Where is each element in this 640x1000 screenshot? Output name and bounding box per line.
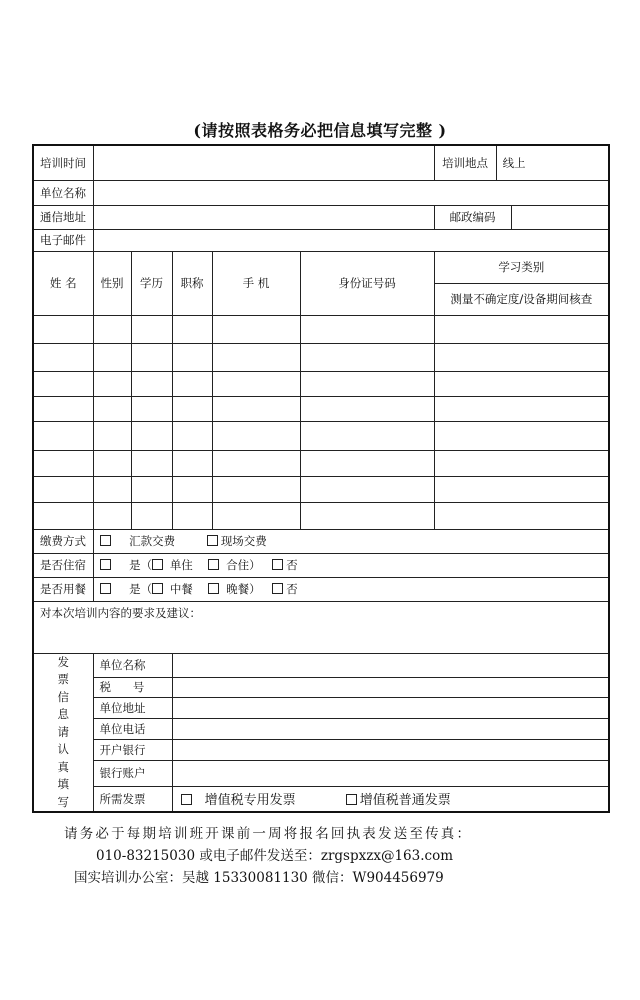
lodging-yes-checkbox[interactable]: [100, 559, 111, 570]
cell[interactable]: [131, 450, 172, 476]
invoice-unit-name-row: [33, 653, 609, 677]
col-header-gender: 性别: [93, 251, 131, 315]
table-row: [33, 315, 609, 343]
invoice-type-row: [33, 786, 609, 812]
cell[interactable]: [33, 371, 93, 396]
address-field[interactable]: [93, 205, 434, 229]
vat-normal-checkbox[interactable]: [346, 794, 357, 805]
footer-line-3: 国实培训办公室：吴越 15330081130 微信：W904456979: [74, 870, 444, 886]
col-header-name: 姓 名: [33, 251, 93, 315]
cell[interactable]: [131, 396, 172, 421]
lodging-yes-label: 是（: [129, 558, 153, 572]
training-place-label: 培训地点: [434, 145, 496, 180]
invoice-phone-label: 单位电话: [93, 718, 172, 739]
table-row: [33, 450, 609, 476]
cell[interactable]: [434, 450, 609, 476]
unit-name-row: [33, 180, 609, 205]
meal-dinner-checkbox[interactable]: [208, 583, 219, 594]
cell[interactable]: [172, 371, 212, 396]
cell[interactable]: [172, 343, 212, 371]
footer-line-1: 请务必于每期培训班开课前一周将报名回执表发送至传真：: [64, 826, 473, 842]
cell[interactable]: [300, 476, 434, 502]
unit-name-field[interactable]: [93, 180, 609, 205]
cell[interactable]: [172, 396, 212, 421]
meal-lunch-checkbox[interactable]: [152, 583, 163, 594]
meal-row: [33, 577, 609, 601]
cell[interactable]: [172, 450, 212, 476]
email-label: 电子邮件: [33, 229, 93, 251]
cell[interactable]: [434, 421, 609, 450]
cell[interactable]: [172, 476, 212, 502]
cell[interactable]: [212, 396, 300, 421]
invoice-type-label: 所需发票: [93, 786, 172, 812]
training-time-field[interactable]: [93, 145, 434, 180]
cell[interactable]: [212, 315, 300, 343]
cell[interactable]: [93, 476, 131, 502]
cell[interactable]: [131, 371, 172, 396]
cell[interactable]: [33, 502, 93, 529]
invoice-bank-label: 开户银行: [93, 739, 172, 760]
cell[interactable]: [300, 421, 434, 450]
cell[interactable]: [33, 476, 93, 502]
invoice-address-row: [33, 697, 609, 718]
col-header-category-sub: 测量不确定度/设备期间核查: [434, 283, 609, 315]
cell[interactable]: [172, 421, 212, 450]
lodging-no-checkbox[interactable]: [272, 559, 283, 570]
address-label: 通信地址: [33, 205, 93, 229]
email-row: [33, 229, 609, 251]
invoice-side-label: 发票信息请认真填写: [33, 653, 93, 812]
cell[interactable]: [212, 371, 300, 396]
unit-name-label: 单位名称: [33, 180, 93, 205]
training-time-label: 培训时间: [33, 145, 93, 180]
lodging-shared-label: 合住）: [226, 558, 261, 572]
cell[interactable]: [93, 315, 131, 343]
suggestion-row: [33, 601, 609, 653]
col-header-education: 学历: [131, 251, 172, 315]
payment-row: [33, 529, 609, 553]
lodging-row: [33, 553, 609, 577]
table-row: [33, 396, 609, 421]
cell[interactable]: [172, 502, 212, 529]
meal-label: 是否用餐: [33, 577, 93, 601]
cell[interactable]: [300, 396, 434, 421]
col-header-id: 身份证号码: [300, 251, 434, 315]
cell[interactable]: [33, 315, 93, 343]
suggestion-field[interactable]: [33, 601, 609, 653]
cell[interactable]: [131, 502, 172, 529]
registration-form: [32, 144, 610, 813]
cell[interactable]: [434, 343, 609, 371]
meal-yes-label: 是（: [129, 582, 153, 596]
invoice-account-label: 银行账户: [93, 760, 172, 786]
invoice-address-label: 单位地址: [93, 697, 172, 718]
meal-no-label: 否: [286, 582, 298, 596]
invoice-unit-name-label: 单位名称: [93, 653, 172, 677]
payment-onsite-checkbox[interactable]: [207, 535, 218, 546]
cell[interactable]: [93, 502, 131, 529]
cell[interactable]: [93, 421, 131, 450]
cell[interactable]: [131, 421, 172, 450]
meal-dinner-label: 晚餐）: [226, 582, 261, 596]
invoice-phone-field[interactable]: [172, 718, 609, 739]
cell[interactable]: [212, 502, 300, 529]
invoice-tax-field[interactable]: [172, 677, 609, 697]
cell[interactable]: [300, 343, 434, 371]
cell[interactable]: [131, 343, 172, 371]
cell[interactable]: [300, 450, 434, 476]
suggestion-label: 对本次培训内容的要求及建议：: [40, 605, 201, 620]
table-row: [33, 476, 609, 502]
address-row: [33, 205, 609, 229]
header-row: [33, 251, 609, 283]
cell[interactable]: [33, 343, 93, 371]
training-place-value[interactable]: 线上: [496, 145, 609, 180]
invoice-address-field[interactable]: [172, 697, 609, 718]
meal-lunch-label: 中餐: [169, 582, 193, 596]
cell[interactable]: [212, 421, 300, 450]
table-row: [33, 371, 609, 396]
cell[interactable]: [33, 396, 93, 421]
vat-normal-label: 增值税普通发票: [359, 793, 451, 809]
cell[interactable]: [33, 421, 93, 450]
col-header-category: 学习类别: [434, 251, 609, 283]
lodging-single-checkbox[interactable]: [152, 559, 163, 570]
cell[interactable]: [434, 476, 609, 502]
cell[interactable]: [212, 343, 300, 371]
cell[interactable]: [434, 502, 609, 529]
invoice-phone-row: [33, 718, 609, 739]
cell[interactable]: [300, 371, 434, 396]
invoice-bank-field[interactable]: [172, 739, 609, 760]
cell[interactable]: [93, 450, 131, 476]
cell[interactable]: [93, 371, 131, 396]
vat-special-label: 增值税专用发票: [204, 793, 296, 809]
training-time-row: [33, 145, 609, 180]
table-row: [33, 502, 609, 529]
postcode-field[interactable]: [511, 205, 609, 229]
email-field[interactable]: [93, 229, 609, 251]
invoice-tax-label: 税 号: [93, 677, 172, 697]
cell[interactable]: [131, 315, 172, 343]
payment-onsite-label: 现场交费: [220, 534, 267, 548]
invoice-account-field[interactable]: [172, 760, 609, 786]
cell[interactable]: [93, 343, 131, 371]
payment-transfer-checkbox[interactable]: [100, 535, 111, 546]
lodging-no-label: 否: [286, 558, 298, 572]
cell[interactable]: [300, 315, 434, 343]
cell[interactable]: [212, 450, 300, 476]
cell[interactable]: [93, 396, 131, 421]
cell[interactable]: [33, 450, 93, 476]
invoice-unit-name-field[interactable]: [172, 653, 609, 677]
footer-line-2: 010-83215030 或电子邮件发送至：zrgspxzx@163.com: [96, 848, 453, 864]
table-row: [33, 421, 609, 450]
cell[interactable]: [212, 476, 300, 502]
invoice-tax-row: [33, 677, 609, 697]
lodging-label: 是否住宿: [33, 553, 93, 577]
vat-special-checkbox[interactable]: [181, 794, 192, 805]
cell[interactable]: [434, 396, 609, 421]
cell[interactable]: [434, 315, 609, 343]
col-header-phone: 手 机: [212, 251, 300, 315]
lodging-shared-checkbox[interactable]: [208, 559, 219, 570]
postcode-label: 邮政编码: [434, 205, 511, 229]
table-row: [33, 343, 609, 371]
payment-transfer-label: 汇款交费: [129, 534, 176, 548]
meal-yes-checkbox[interactable]: [100, 583, 111, 594]
cell[interactable]: [434, 371, 609, 396]
col-header-title: 职称: [172, 251, 212, 315]
lodging-single-label: 单住: [169, 558, 193, 572]
cell[interactable]: [131, 476, 172, 502]
payment-label: 缴费方式: [33, 529, 93, 553]
cell[interactable]: [300, 502, 434, 529]
form-title: (请按照表格务必把信息填写完整 ): [193, 121, 447, 140]
cell[interactable]: [172, 315, 212, 343]
invoice-account-row: [33, 760, 609, 786]
meal-no-checkbox[interactable]: [272, 583, 283, 594]
invoice-bank-row: [33, 739, 609, 760]
